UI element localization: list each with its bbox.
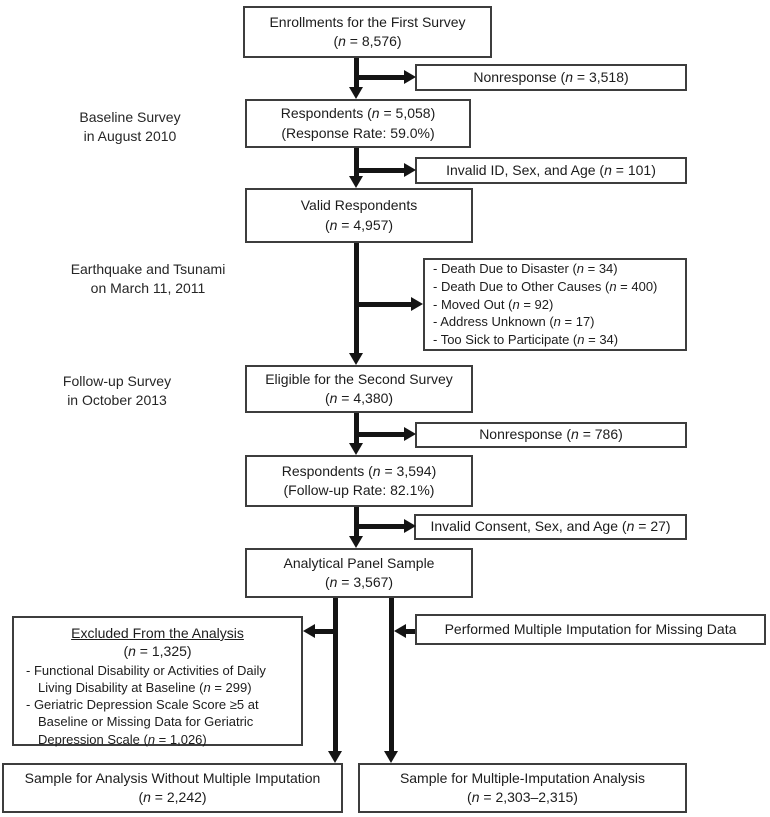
box-sample-without-mi [2,763,343,813]
box-invalid-id [415,157,687,184]
text-line: Sample for Multiple-Imputation Analysis [399,769,646,786]
arrow-branch-invalid-consent [356,524,404,529]
arrow-imputation-to-trunk [406,629,415,634]
text-line: Sample for Analysis Without Multiple Imputation [24,769,321,786]
arrowhead-right-icon [411,297,423,311]
text-line: (n = 3,567) [324,574,394,590]
box-respondents-baseline [245,99,471,148]
arrowhead-down-icon [384,751,398,763]
box-excluded-from-analysis [12,616,303,746]
arrow-enroll-to-respondents [354,58,359,88]
text-line: Nonresponse (n = 3,518) [473,68,629,85]
list-item: - Death Due to Disaster (n = 34) [433,261,618,277]
excluded-title: Excluded From the Analysis [71,625,244,641]
arrowhead-left-icon [394,624,406,638]
arrowhead-right-icon [404,519,416,533]
text-line: Invalid ID, Sex, and Age (n = 101) [446,161,656,178]
arrow-branch-nonresponse-baseline [356,75,404,80]
text-line: Respondents (n = 5,058) [280,105,436,122]
text-line: Eligible for the Second Survey [265,370,453,387]
list-item: - Functional Disability or Activities of Daily Living Disability at Baseline (n = 299) [26,662,266,696]
box-multiple-imputation [415,614,766,645]
text-line: (n = 4,957) [324,216,394,233]
text-line: (n = 2,303–2,315) [467,789,578,805]
text-line: (Response Rate: 59.0%) [281,124,435,141]
arrow-branch-invalid-id [356,168,404,173]
text-line: Respondents (n = 3,594) [281,462,437,479]
arrow-respondents2-to-panel [354,507,359,537]
text-line: Analytical Panel Sample [283,554,435,571]
label-line: Earthquake and Tsunami [70,261,226,277]
box-respondents-followup [245,455,473,507]
text-line: (n = 2,242) [138,789,207,805]
label-line: in August 2010 [83,127,177,144]
arrowhead-down-icon [349,87,363,99]
box-disaster-attrition [423,258,687,351]
box-analytical-panel-sample [245,548,473,598]
arrowhead-right-icon [404,163,416,177]
text-line: Enrollments for the First Survey [269,13,466,30]
list-item: - Death Due to Other Causes (n = 400) [433,279,658,294]
arrow-panel-to-sample-without-mi [333,598,338,751]
box-sample-mi [358,763,687,813]
arrowhead-down-icon [349,443,363,455]
arrowhead-down-icon [349,353,363,365]
arrow-valid-to-eligible [354,243,359,354]
arrow-panel-to-sample-mi [389,598,394,751]
text-line: Valid Respondents [300,197,418,214]
list-item: - Address Unknown (n = 17) [433,314,595,330]
list-item: - Geriatric Depression Scale Score ≥5 at Baseline or Missing Data for Geriatric Depression Scale (n = 1,026) [26,697,259,747]
text-line: Performed Multiple Imputation for Missing Data [444,620,737,637]
label-baseline-survey [40,108,220,146]
list-item: - Too Sick to Participate (n = 34) [433,332,619,348]
arrowhead-right-icon [404,427,416,441]
text-line: Invalid Consent, Sex, and Age (n = 27) [430,518,671,535]
list-item: - Moved Out (n = 92) [433,296,554,312]
excluded-count: (n = 1,325) [123,643,192,660]
label-line: Baseline Survey [79,109,181,125]
text-line: (Follow-up Rate: 82.1%) [283,482,435,498]
text-line: (n = 8,576) [333,33,402,49]
box-enrollments [243,6,492,58]
arrowhead-right-icon [404,70,416,84]
arrowhead-down-icon [349,176,363,188]
arrow-branch-excluded [315,629,338,634]
text-line: (n = 4,380) [324,390,394,406]
label-line: on March 11, 2011 [90,279,206,296]
arrowhead-left-icon [303,624,315,638]
label-line: in October 2013 [67,391,167,408]
label-earthquake-tsunami [58,260,238,298]
box-eligible-second-survey [245,365,473,413]
arrow-branch-disaster-attrition [356,302,411,307]
box-nonresponse-baseline [415,64,687,91]
label-followup-survey [27,372,207,410]
arrowhead-down-icon [328,751,342,763]
arrow-eligible-to-respondents2 [354,413,359,444]
box-nonresponse-followup [415,422,687,448]
label-line: Follow-up Survey [62,373,172,389]
text-line: Nonresponse (n = 786) [479,426,623,443]
arrowhead-down-icon [349,536,363,548]
box-invalid-consent [414,514,687,540]
arrow-branch-nonresponse-followup [356,432,404,437]
box-valid-respondents [245,188,473,243]
